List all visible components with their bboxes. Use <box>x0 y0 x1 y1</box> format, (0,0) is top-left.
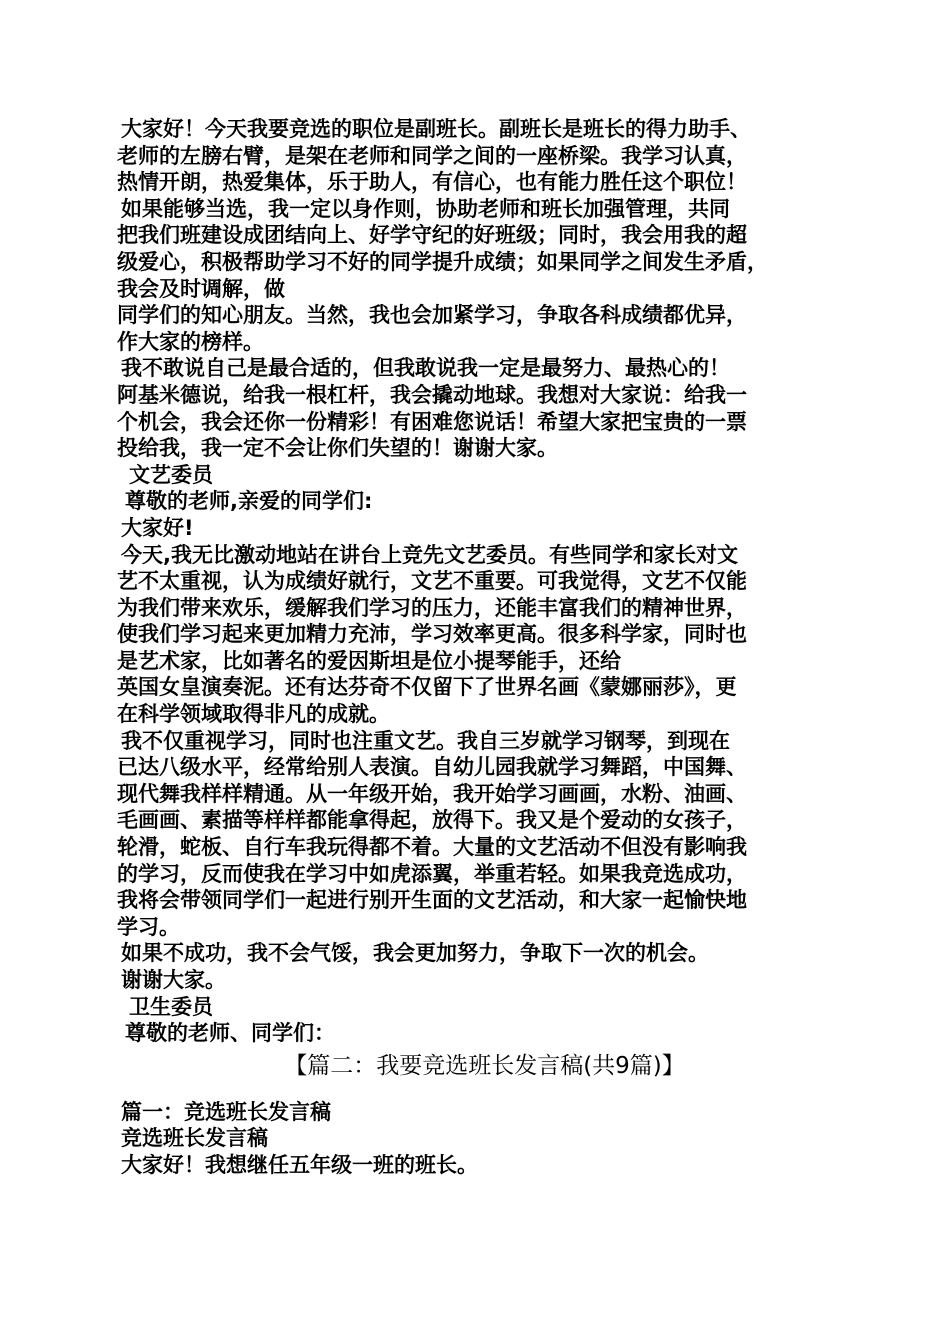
text-line: 同学们的知心朋友。当然，我也会加紧学习，争取各科成绩都优异， <box>117 303 747 328</box>
text-line: 学习。 <box>117 914 180 939</box>
text-line: 我将会带领同学们一起进行别开生面的文艺活动，和大家一起愉快地 <box>117 888 747 913</box>
text-line: 已达八级水平，经常给别人表演。自幼儿园我就学习舞蹈，中国舞、 <box>117 755 747 780</box>
text-line: 英国女皇演奏泥。还有达芬奇不仅留下了世界名画《蒙娜丽莎》，更 <box>117 675 737 700</box>
text-line: 把我们班建设成团结向上、好学守纪的好班级；同时，我会用我的超 <box>117 223 747 248</box>
text-line: 现代舞我样样精通。从一年级开始，我开始学习画画，水粉、油画、 <box>117 781 747 806</box>
text-line: 作大家的榜样。 <box>117 329 264 354</box>
text-line: 阿基米德说，给我一根杠杆，我会撬动地球。我想对大家说：给我一 <box>117 382 747 407</box>
text-line: 使我们学习起来更加精力充沛，学习效率更高。很多科学家，同时也 <box>117 622 747 647</box>
text-line: 大家好！我想继任五年级一班的班长。 <box>121 1152 478 1177</box>
section-title: 文艺委员 <box>129 462 213 487</box>
text-line: 在科学领域取得非凡的成就。 <box>117 702 390 727</box>
chapter-heading: 【篇二：我要竞选班长发言稿(共9篇)】 <box>284 1052 685 1079</box>
text-line: 如果能够当选，我一定以身作则，协助老师和班长加强管理，共同 <box>121 196 730 221</box>
greeting: 大家好! <box>121 515 194 540</box>
text-line: 个机会，我会还你一份精彩！有困难您说话！希望大家把宝贵的一票 <box>117 409 747 434</box>
article-title: 篇一：竞选班长发言稿 <box>121 1099 331 1124</box>
speech-vice-monitor <box>117 116 852 462</box>
text-line: 我不敢说自己是最合适的，但我敢说我一定是最努力、最热心的！ <box>121 356 730 381</box>
text-line: 老师的左膀右臂，是架在老师和同学之间的一座桥梁。我学习认真， <box>117 143 747 168</box>
text-line: 热情开朗，热爱集体，乐于助人，有信心，也有能力胜任这个职位！ <box>117 170 747 195</box>
document-page <box>117 116 852 1179</box>
speech-monitor <box>117 1099 852 1179</box>
text-line: 艺不太重视，认为成绩好就行，文艺不重要。可我觉得，文艺不仅能 <box>117 569 747 594</box>
text-line: 投给我，我一定不会让你们失望的！谢谢大家。 <box>117 436 558 461</box>
text-line: 谢谢大家。 <box>121 968 226 992</box>
text-line: 级爱心，积极帮助学习不好的同学提升成绩；如果同学之间发生矛盾， <box>117 249 768 274</box>
salutation: 尊敬的老师,亲爱的同学们: <box>125 489 373 514</box>
article-subtitle: 竞选班长发言稿 <box>121 1126 268 1151</box>
text-line: 我会及时调解，做 <box>117 276 285 301</box>
speech-arts-committee <box>117 462 852 1047</box>
salutation: 尊敬的老师、同学们： <box>125 1021 335 1046</box>
text-line: 轮滑，蛇板、自行车我玩得都不着。大量的文艺活动不但没有影响我 <box>117 835 747 860</box>
text-line: 毛画画、素描等样样都能拿得起，放得下。我又是个爱动的女孩子， <box>117 808 747 833</box>
text-line: 为我们带来欢乐，缓解我们学习的压力，还能丰富我们的精神世界， <box>117 595 747 620</box>
text-line: 是艺术家，比如著名的爱因斯坦是位小提琴能手，还给 <box>117 648 621 673</box>
section-title: 卫生委员 <box>129 994 213 1019</box>
text-line: 如果不成功，我不会气馁，我会更加努力，争取下一次的机会。 <box>121 941 709 966</box>
text-line: 的学习，反而使我在学习中如虎添翼，举重若轻。如果我竞选成功， <box>117 861 747 886</box>
text-line: 我不仅重视学习，同时也注重文艺。我自三岁就学习钢琴，到现在 <box>121 728 730 753</box>
text-line: 大家好！今天我要竞选的职位是副班长。副班长是班长的得力助手、 <box>121 117 751 141</box>
text-line: 今天,我无比激动地站在讲台上竞先文艺委员。有些同学和家长对文 <box>121 542 738 567</box>
